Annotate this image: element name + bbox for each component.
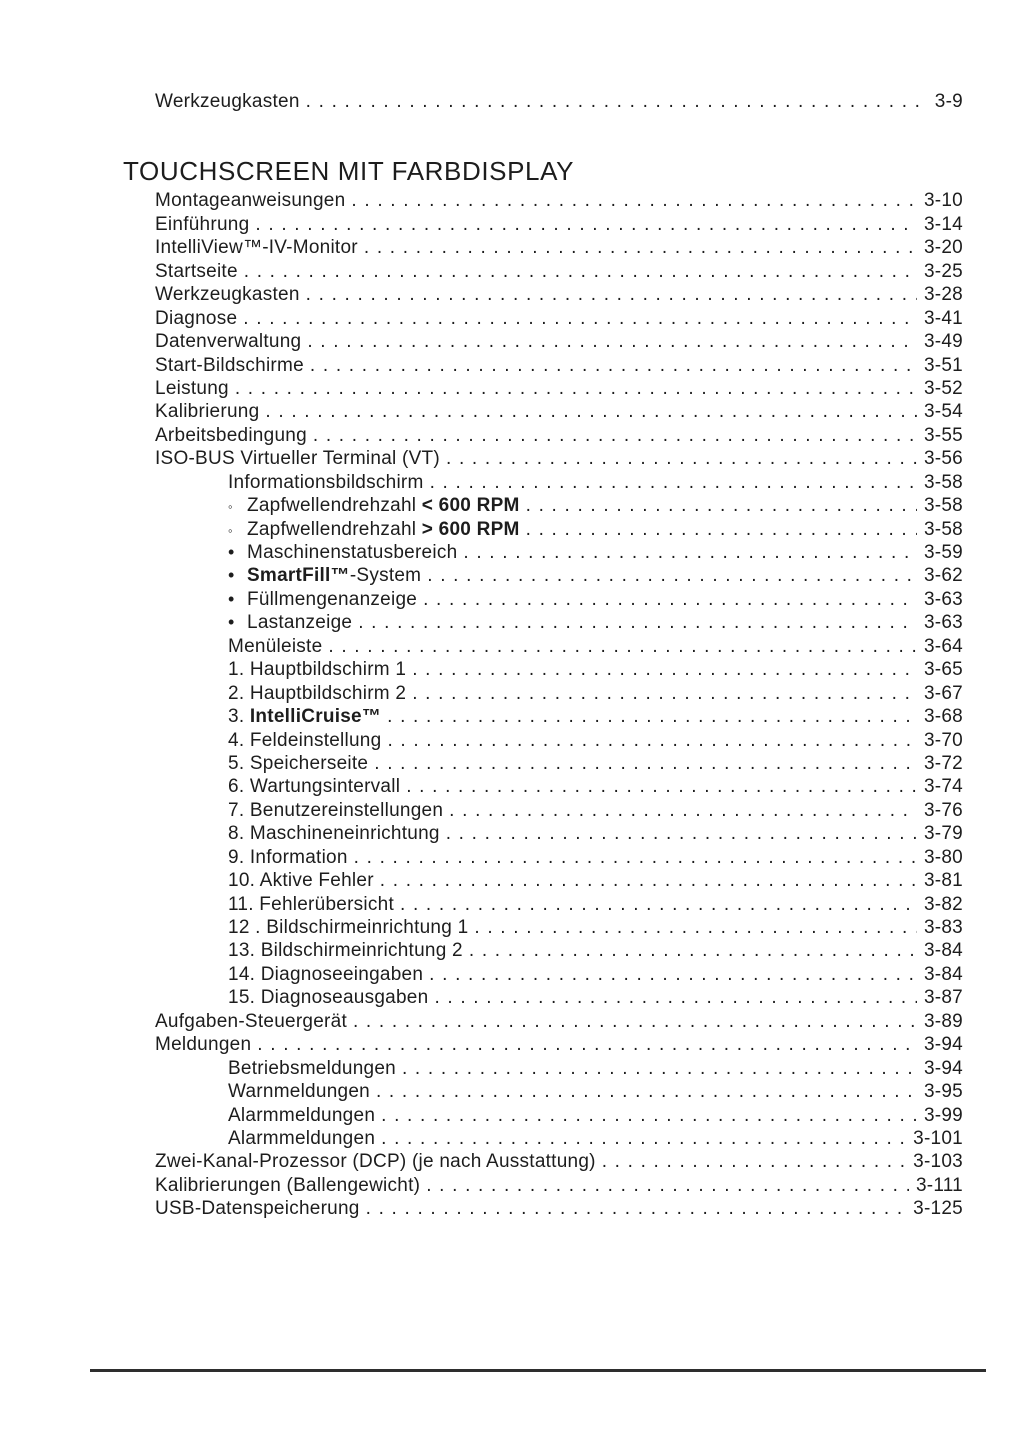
page-number: 3-41 [923,307,963,329]
dot-leader [526,494,917,517]
toc-entry-label: • Lastanzeige [228,612,353,634]
page-number: 3-103 [913,1151,963,1173]
page-number: 3-81 [923,870,963,892]
dot-leader [446,447,917,470]
toc-entry [0,1127,1024,1150]
toc-entry [0,1010,1024,1033]
toc-entry-label: Start-Bildschirme [155,354,304,376]
toc-entry [0,822,1024,845]
page-number: 3-70 [923,729,963,751]
page-number: 3-62 [923,565,963,587]
toc-entry-label: • Maschinenstatusbereich [228,542,458,563]
toc-entry-label: Datenverwaltung [155,331,302,353]
toc-entry-label: Aufgaben-Steuergerät [155,1010,347,1032]
dot-leader [351,189,917,212]
page-number: 3-54 [923,401,963,423]
toc-entries [0,189,1024,1220]
toc-entry-label: 15. Diagnoseausgaben [228,987,429,1009]
page-number: 3-59 [923,542,963,563]
dot-bullet-icon: • [228,542,235,562]
toc-entry [0,354,1024,377]
page-number: 3-79 [923,823,963,845]
toc-entry [0,494,1024,517]
page-number: 3-99 [923,1104,963,1126]
dot-leader [526,518,917,541]
page-number: 3-58 [923,495,963,517]
toc-entry [0,1057,1024,1080]
dot-bullet-icon: • [228,565,235,586]
toc-entry-label: Meldungen [155,1034,252,1056]
toc-entry [0,893,1024,916]
page-number: 3-28 [923,284,963,306]
toc-entry-label: ◦ Zapfwellendrehzahl < 600 RPM [228,494,520,518]
dot-leader [313,424,917,447]
dot-leader [380,869,917,892]
toc-entry-label: IntelliView™-IV-Monitor [155,237,358,259]
page-number: 3-51 [923,354,963,376]
toc-entry-label: USB-Datenspeicherung [155,1198,360,1220]
page-number: 3-68 [923,706,963,728]
dot-leader [306,283,917,306]
toc-entry-label: Werkzeugkasten [155,91,300,112]
dot-leader [307,330,917,353]
dot-bullet-icon: • [228,588,235,609]
toc-entry-label: 1. Hauptbildschirm 1 [228,659,407,681]
toc-entry [0,260,1024,283]
toc-entry-label: 4. Feldeinstellung [228,729,382,751]
page-number: 3-74 [923,776,963,798]
toc-entry [0,635,1024,658]
page-number: 3-72 [923,752,963,774]
toc-entry-label: 10. Aktive Fehler [228,870,374,892]
toc-entry-label: Informationsbildschirm [228,471,424,493]
toc-entry-label: Alarmmeldungen [228,1127,376,1149]
dot-leader [446,822,917,845]
toc-entry [0,189,1024,212]
page-number: 3-125 [913,1198,963,1220]
toc-entry-label: • Füllmengenanzeige [228,588,418,610]
page-number: 3-87 [923,987,963,1009]
toc-entry [0,377,1024,400]
dot-leader [402,1057,917,1080]
dot-leader [381,1127,906,1150]
dot-leader [353,1010,917,1033]
toc-entry [0,588,1024,611]
toc-entry-label: Startseite [155,260,238,282]
toc-entry-label: 5. Speicherseite [228,752,369,774]
toc-entry-label: 3. IntelliCruise™ [228,706,382,728]
dot-leader [463,541,917,564]
toc-entry [0,213,1024,236]
toc-entry [0,541,1024,564]
page-number: 3-84 [923,940,963,962]
toc-entry [0,939,1024,962]
page-number: 3-64 [923,635,963,657]
footer-divider [90,1369,986,1372]
dot-leader [265,400,917,423]
toc-entry [0,1150,1024,1173]
toc-entry [0,236,1024,259]
toc-entry [0,986,1024,1009]
dot-leader [449,799,917,822]
dot-leader [434,986,917,1009]
toc-entry [0,518,1024,541]
toc-entry-label: 2. Hauptbildschirm 2 [228,682,407,704]
page-number: 3-49 [923,331,963,353]
dot-leader [602,1150,906,1173]
toc-entry [0,447,1024,470]
toc-entry-label: ISO-BUS Virtueller Terminal (VT) [155,448,440,470]
page-number: 3-94 [923,1034,963,1056]
page-number: 3-10 [923,190,963,212]
dot-leader [255,213,917,236]
dot-leader [426,1174,909,1197]
toc-entry-label: Betriebsmeldungen [228,1057,396,1079]
toc-entry [0,658,1024,681]
page-number: 3-56 [923,448,963,470]
toc-entry [0,330,1024,353]
dot-leader [423,588,917,611]
circle-bullet-icon: ◦ [228,499,233,515]
toc-entry-label: Warnmeldungen [228,1081,370,1103]
dot-leader [406,775,917,798]
page-number: 3-9 [934,91,963,112]
toc-entry [0,424,1024,447]
dot-leader [366,1197,907,1220]
page-number: 3-82 [923,893,963,915]
dot-leader [381,1104,917,1127]
dot-leader [257,1033,917,1056]
toc-entry-label: Kalibrierung [155,401,260,423]
dot-leader [235,377,917,400]
page-number: 3-89 [923,1010,963,1032]
toc-entry-label: Einführung [155,213,250,235]
toc-entry [0,705,1024,728]
toc-entry-label: Menüleiste [228,635,323,657]
page-number: 3-67 [923,682,963,704]
toc-entry-label: 13. Bildschirmeinrichtung 2 [228,940,463,962]
dot-leader [354,846,917,869]
page-number: 3-76 [923,799,963,821]
toc-entry [0,1197,1024,1220]
toc-entry-label: Zwei-Kanal-Prozessor (DCP) (je nach Ausstattung) [155,1151,596,1173]
toc-entry-label: 12 . Bildschirmeinrichtung 1 [228,917,469,938]
page-number: 3-58 [923,471,963,493]
dot-leader [358,611,917,634]
toc-entry-label: 9. Information [228,846,348,868]
dot-leader [387,729,917,752]
dot-leader [374,752,917,775]
page-number: 3-63 [923,612,963,634]
page-number: 3-95 [923,1081,963,1103]
dot-leader [412,682,917,705]
page-number: 3-94 [923,1057,963,1079]
page-number: 3-80 [923,846,963,868]
toc-entry [0,916,1024,939]
dot-leader [243,307,917,330]
toc-entry [0,963,1024,986]
toc-entry-label: 7. Benutzereinstellungen [228,799,444,821]
page-number: 3-20 [923,237,963,259]
toc-entry [0,1104,1024,1127]
toc-entry-label: ◦ Zapfwellendrehzahl > 600 RPM [228,518,520,542]
toc-entry-label: Arbeitsbedingung [155,424,307,446]
dot-leader [364,236,917,259]
toc-entry [0,729,1024,752]
toc-entry [0,90,1024,113]
dot-leader [400,893,917,916]
page-number: 3-101 [913,1127,963,1149]
toc-entry [0,283,1024,306]
toc-entry-label: Leistung [155,377,229,399]
toc-entry-label: 6. Wartungsintervall [228,776,401,798]
dot-leader [469,939,917,962]
page-number: 3-84 [923,963,963,985]
toc-entry [0,307,1024,330]
dot-bullet-icon: • [228,612,235,633]
toc-entry [0,564,1024,587]
toc-entry [0,1174,1024,1197]
dot-leader [427,564,917,587]
toc-entry [0,682,1024,705]
page-number: 3-111 [915,1174,963,1196]
toc-entry [0,846,1024,869]
section-title: TOUCHSCREEN MIT FARBDISPLAY [123,156,575,187]
toc-entry-label: • SmartFill™-System [228,565,422,587]
toc-entry [0,869,1024,892]
dot-leader [244,260,917,283]
toc-orphan-entry-container [0,0,1024,113]
dot-leader [387,705,917,728]
toc-entry-label: 8. Maschineneinrichtung [228,823,440,845]
toc-entry-label: Montageanweisungen [155,190,346,212]
toc-entry-label: Werkzeugkasten [155,284,300,306]
dot-leader [306,90,928,113]
toc-entry-label: 14. Diagnoseeingaben [228,963,424,985]
dot-leader [328,635,917,658]
toc-entry [0,471,1024,494]
toc-entry-label: Alarmmeldungen [228,1104,376,1126]
dot-leader [310,354,917,377]
page-number: 3-55 [923,424,963,446]
toc-entry [0,752,1024,775]
dot-leader [412,658,917,681]
page-number: 3-63 [923,588,963,610]
page-number: 3-25 [923,260,963,282]
dot-leader [376,1080,917,1103]
dot-leader [429,963,917,986]
toc-entry [0,400,1024,423]
toc-entry [0,1080,1024,1103]
page-number: 3-14 [923,213,963,235]
page-number: 3-83 [923,917,963,938]
toc-entry [0,799,1024,822]
dot-leader [474,916,917,939]
circle-bullet-icon: ◦ [228,522,233,538]
page-number: 3-65 [923,659,963,681]
page-number: 3-58 [923,518,963,540]
toc-entry [0,1033,1024,1056]
toc-entry-label: 11. Fehlerübersicht [228,893,394,915]
toc-entry-label: Diagnose [155,307,238,329]
dot-leader [430,471,917,494]
toc-entry-label: Kalibrierungen (Ballengewicht) [155,1174,421,1196]
toc-entry [0,611,1024,634]
page-number: 3-52 [923,377,963,399]
toc-entry [0,775,1024,798]
